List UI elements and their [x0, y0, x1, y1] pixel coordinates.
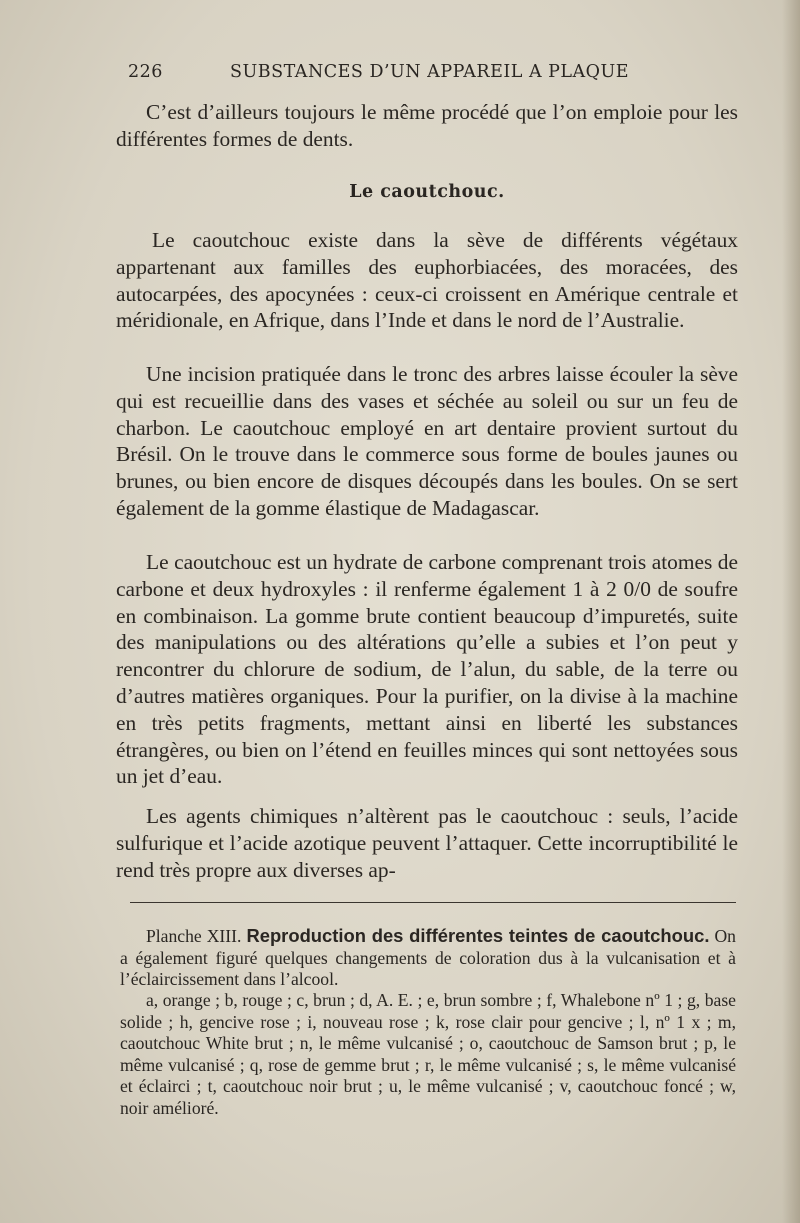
paragraph-chemical-resistance: Les agents chimiques n’altèrent pas le caoutchouc : seuls, l’acide sulfurique et l’acide azotique peuvent l’attaquer. Cette incorruptibilité le rend très propre aux diverses ap-: [116, 804, 738, 882]
plate-caption: [120, 925, 736, 991]
page-edge-shadow: [782, 0, 800, 1223]
page-header: [128, 62, 728, 88]
plate-legend: a, orange ; b, rouge ; c, brun ; d, A. E. ; e, brun sombre ; f, Whalebone nº 1 ; g, base solide ; h, gencive rose ; i, nouveau rose ; k, rose clair pour gencive ; l, nº 1 x ; m, caoutchouc White brut ; n, le même vulcanisé ; o, caoutchouc de Samson brut ; p, le même vulcanisé ; q, rose de gemme brut ; r, le même vulcanisé ; s, le même vulcanisé et éclairci ; t, caoutchouc noir brut ; u, le même vulcanisé ; v, caoutchouc foncé ; w, noir amélioré.: [120, 990, 736, 1118]
paragraph-composition: Le caoutchouc est un hydrate de carbone comprenant trois atomes de carbone et deux hydroxyles : il renferme également 1 à 2 0/0 de soufre en combinaison. La gomme brute contient beaucoup d’impuretés, suite des manipulations ou des altérations qu’elle a subies et l’on peut y rencontrer du chlorure de sodium, de l’alun, du sable, de la terre ou d’autres matières organiques. Pour la purifier, on la divise à la machine en très petits fragments, mettant ainsi en liberté les substances étrangères, ou bien on l’étend en feuilles minces qui sont nettoyées sous un jet d’eau.: [116, 550, 738, 789]
paragraph-harvest: Une incision pratiquée dans le tronc des arbres laisse écouler la sève qui est recueillie dans des vases et séchée au soleil ou sur un feu de charbon. Le caoutchouc employé en art dentaire provient surtout du Brésil. On le trouve dans le commerce sous forme de boules jaunes ou brunes, ou bien encore de disques découpés dans les boules. On se sert également de la gomme élastique de Madagascar.: [116, 362, 738, 520]
footnote-divider: [130, 902, 736, 903]
paragraph-intro: C’est d’ailleurs toujours le même procédé que l’on emploie pour les différentes formes de dents.: [116, 100, 738, 151]
paragraph-origin: Le caoutchouc existe dans la sève de différents végétaux appartenant aux familles des euphorbiacées, des moracées, des autocarpées, des apocynées : ceux-ci croissent en Amérique centrale et méridionale, en Afrique, dans l’Inde et dans le nord de l’Australie.: [116, 228, 738, 333]
plate-description: On a également figuré quelques changements de coloration dus à la vulcanisation et à l’éclaircissement dans l’alcool.: [120, 926, 736, 990]
plate-title: Reproduction des différentes teintes de caoutchouc.: [246, 925, 710, 946]
page-number: 226: [128, 62, 163, 82]
section-title: Le caoutchouc.: [349, 182, 505, 202]
plate-label: Planche XIII.: [146, 926, 242, 946]
running-title: SUBSTANCES D’UN APPAREIL A PLAQUE: [230, 62, 630, 82]
